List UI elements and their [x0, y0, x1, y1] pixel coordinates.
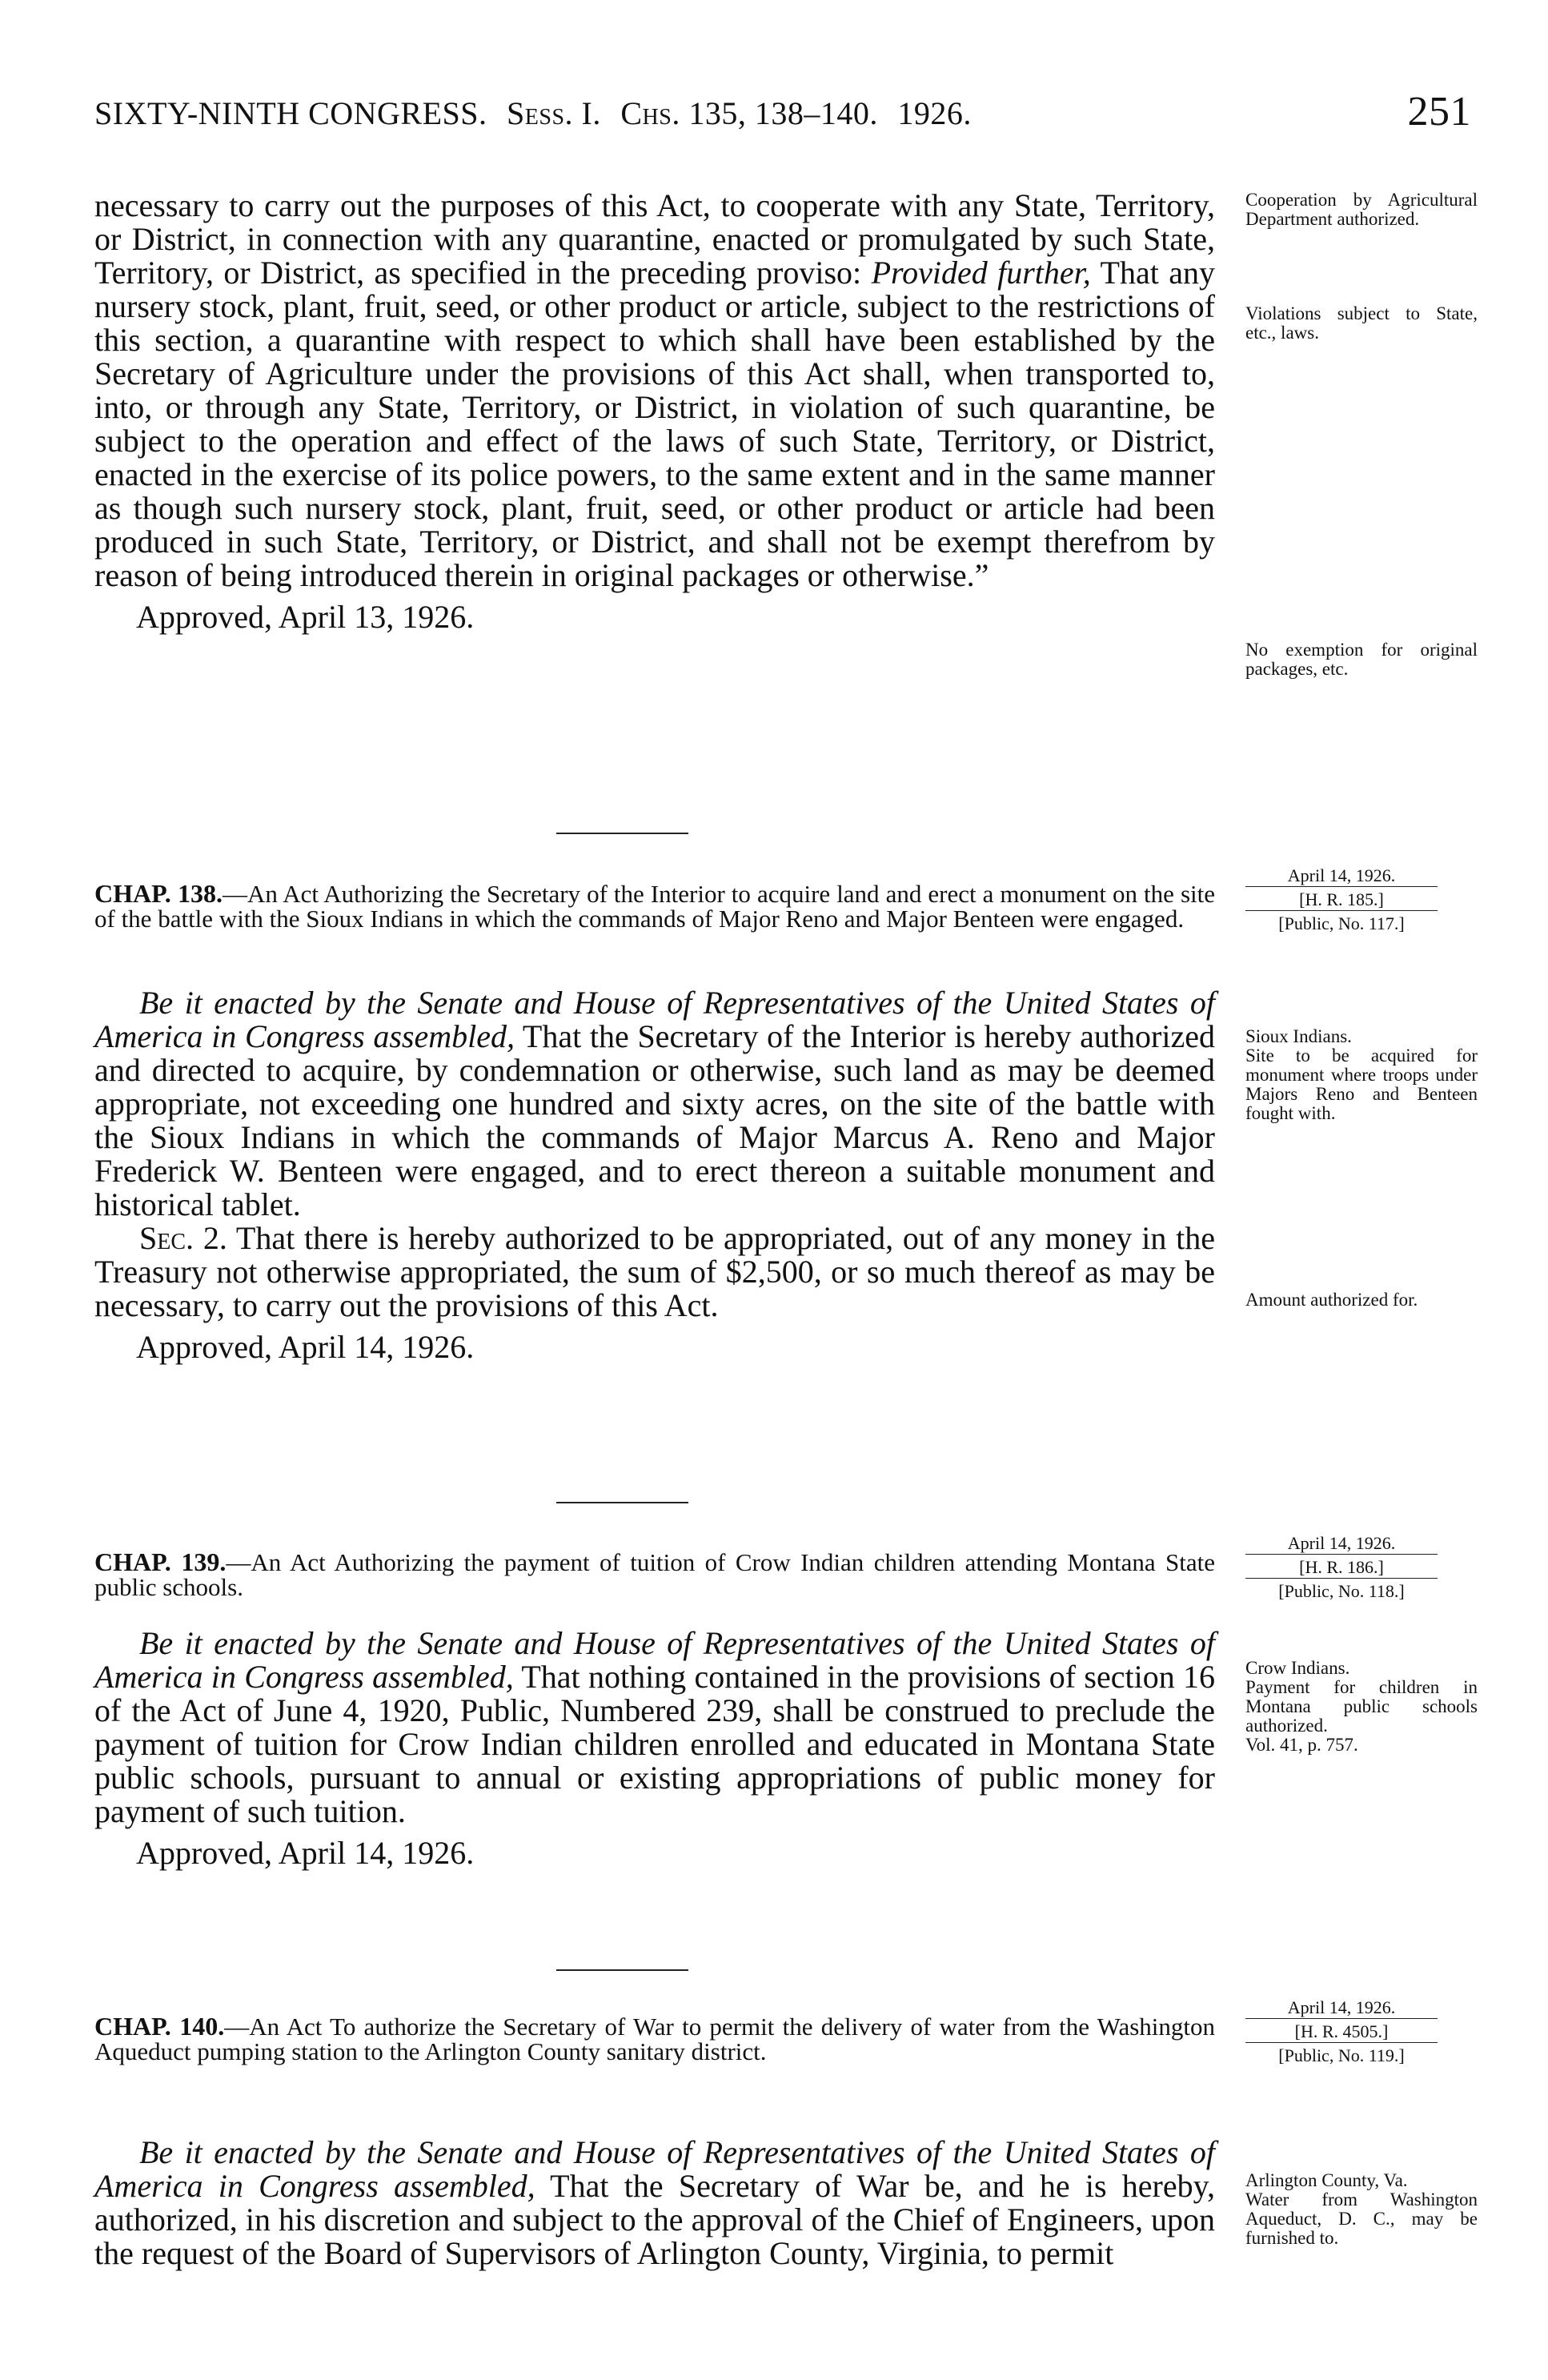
chap138-sec-label: Sec. 2. — [139, 1220, 227, 1256]
section-divider — [556, 833, 688, 834]
chap139-history-date: April 14, 1926. — [1287, 1533, 1396, 1553]
chap138-history — [1245, 865, 1438, 934]
margin-note-sioux-title: Sioux Indians. — [1245, 1026, 1352, 1046]
chap138-body — [94, 986, 1215, 1364]
margin-note-cooperation: Cooperation by Agricultural Department authorized. — [1245, 190, 1478, 229]
chap138-title-text: —An Act Authorizing the Secretary of the Interior to acquire land and erect a monument on the site of the battle with the Sioux Indians in which the commands of Major Reno and Major Benteen were engaged. — [94, 880, 1215, 933]
chap139-body — [94, 1627, 1215, 1870]
chap138-section2 — [94, 1222, 1215, 1322]
chap138-sec-text: That there is hereby authorized to be appropriated, out of any money in the Treasury not otherwise appropriated, the sum of $2,500, or so much thereof as may be necessary, to carry out the provisions of this Act. — [94, 1220, 1215, 1323]
chap135-text-before: necessary to carry out the purposes of this Act, to cooperate with any State, Territory, or District, in connection with any quarantine, enacted or promulgated by such State, Territory, or District, as specified in the preceding proviso: — [94, 187, 1215, 291]
chap140-body — [94, 2136, 1215, 2270]
margin-note-violations: Violations subject to State, etc., laws. — [1245, 303, 1478, 343]
margin-note-arlington — [1245, 2171, 1478, 2248]
margin-note-water: Water from Washington Aqueduct, D. C., may be furnished to. — [1245, 2189, 1478, 2248]
margin-note-sioux — [1245, 1027, 1478, 1123]
header-congress: SIXTY-NINTH CONGRESS. — [94, 95, 487, 131]
chap139-enacting-clause: Be it enacted by the Senate and House of Representatives of the United States of America in Congress assembled, — [94, 1625, 1215, 1695]
chap140-history-date: April 14, 1926. — [1287, 1997, 1396, 2017]
chap139-approved: Approved, April 14, 1926. — [136, 1835, 475, 1871]
chap140-history — [1245, 1997, 1438, 2066]
chap139-label: CHAP. 139. — [94, 1547, 227, 1576]
chap140-history-public: [Public, No. 119.] — [1245, 2042, 1438, 2066]
margin-note-sioux-text: Site to be acquired for monument where troops under Majors Reno and Benteen fought with. — [1245, 1046, 1478, 1123]
chap138-enacting-clause: Be it enacted by the Senate and House of Representatives of the United States of America in Congress assembled, — [94, 985, 1215, 1054]
chap139-history-public: [Public, No. 118.] — [1245, 1578, 1438, 1602]
chap140-body-text: That the Secretary of War be, and he is hereby, authorized, in his discretion and subject to the approval of the Chief of Engineers, upon the request of the Board of Supervisors of Arlington County, Virginia, to permit — [94, 2168, 1215, 2271]
chap135-continuation — [94, 189, 1215, 634]
header-chapters: Chs. 135, 138–140. — [620, 95, 878, 131]
chap140-title-text: —An Act To authorize the Secretary of War to permit the delivery of water from the Washington Aqueduct pumping station to the Arlington County sanitary district. — [94, 2013, 1215, 2065]
chap138-label: CHAP. 138. — [94, 879, 223, 908]
margin-note-crow-ref: Vol. 41, p. 757. — [1245, 1735, 1358, 1755]
chap135-proviso: Provided further, — [871, 255, 1091, 291]
margin-note-crow-text: Payment for children in Montana public schools authorized. — [1245, 1677, 1478, 1736]
section-divider — [556, 1969, 688, 1971]
margin-note-crow — [1245, 1659, 1478, 1755]
chap135-approved: Approved, April 13, 1926. — [136, 599, 475, 635]
margin-note-no-exemption: No exemption for original packages, etc. — [1245, 640, 1478, 679]
chap135-text-after: That any nursery stock, plant, fruit, seed, or other product or article, subject to the restrictions of this section, a quarantine with respect to which shall have been established by the Secretary of Agriculture under the provisions of this Act shall, when transported to, into, or through any State, Territory, or District, in violation of such quarantine, be subject to the operation and effect of the laws of such State, Territory, or District, enacted in the exercise of its police powers, to the same extent and in the same manner as though such nursery stock, plant, fruit, seed, or other product or article had been produced in such State, Territory, or District, and shall not be exempt therefrom by reason of being introduced therein in original packages or otherwise.” — [94, 255, 1215, 593]
chap140-enacting-paragraph — [94, 2136, 1215, 2270]
chap139-enacting-paragraph — [94, 1627, 1215, 1828]
chap138-title — [94, 881, 1215, 931]
page-number: 251 — [1407, 89, 1471, 134]
margin-note-crow-title: Crow Indians. — [1245, 1658, 1350, 1678]
running-header — [94, 89, 1471, 134]
chap138-history-bill: [H. R. 185.] — [1245, 886, 1438, 910]
chap139-title-text: —An Act Authorizing the payment of tuition of Crow Indian children attending Montana State public schools. — [94, 1548, 1216, 1601]
chap139-body-text: That nothing contained in the provisions of section 16 of the Act of June 4, 1920, Public, Numbered 239, shall be construed to preclude the payment of tuition for Crow Indian children enrolled and educated in Montana State public schools, pursuant to annual or existing appropriations of public money for payment of such tuition. — [94, 1659, 1215, 1829]
chap138-body-text: That the Secretary of the Interior is hereby authorized and directed to acquire, by condemnation or otherwise, such land as may be deemed appropriate, not exceeding one hundred and sixty acres, on the site of the battle with the Sioux Indians in which the commands of Major Marcus A. Reno and Major Frederick W. Benteen were engaged, and to erect thereon a suitable monument and historical tablet. — [94, 1018, 1215, 1222]
chap139-history-bill: [H. R. 186.] — [1245, 1554, 1438, 1578]
header-year: 1926. — [897, 95, 972, 131]
chap138-history-date: April 14, 1926. — [1287, 865, 1396, 885]
chap135-paragraph — [94, 189, 1215, 592]
chap140-enacting-clause: Be it enacted by the Senate and House of Representatives of the United States of America in Congress assembled, — [94, 2134, 1215, 2204]
margin-note-amount: Amount authorized for. — [1245, 1290, 1418, 1310]
chap138-approved: Approved, April 14, 1926. — [136, 1329, 475, 1365]
chap138-enacting-paragraph — [94, 986, 1215, 1222]
chap139-title — [94, 1547, 1216, 1601]
chap140-title — [94, 2014, 1215, 2064]
chap139-history — [1245, 1532, 1438, 1602]
section-divider — [556, 1502, 688, 1503]
chap140-label: CHAP. 140. — [94, 2012, 225, 2041]
margin-note-arlington-title: Arlington County, Va. — [1245, 2170, 1408, 2190]
chap140-history-bill: [H. R. 4505.] — [1245, 2018, 1438, 2042]
header-session: Sess. I. — [507, 95, 601, 131]
chap138-history-public: [Public, No. 117.] — [1245, 910, 1438, 934]
